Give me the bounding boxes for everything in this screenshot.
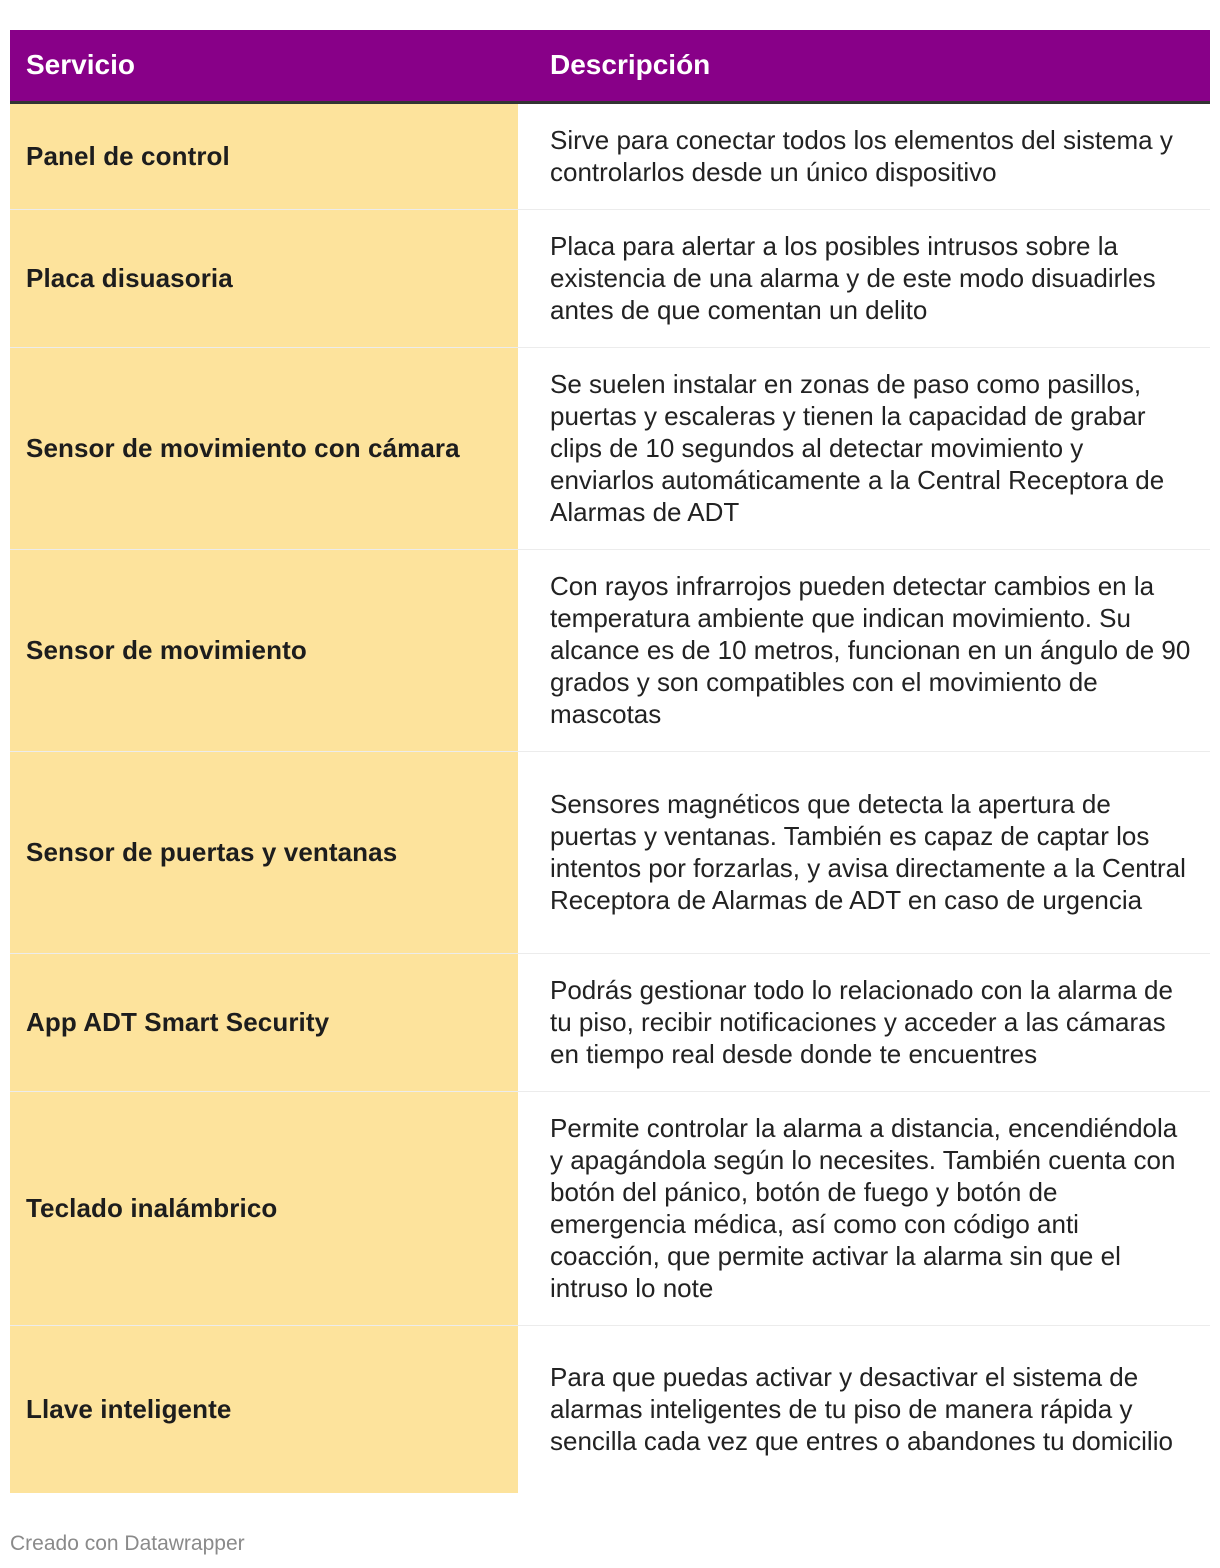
- column-header-service: Servicio: [10, 30, 518, 102]
- datawrapper-credit: Creado con Datawrapper: [10, 1532, 245, 1555]
- description-cell: Con rayos infrarrojos pueden detectar cambios en la temperatura ambiente que indican movimiento. Su alcance es de 10 metros, funcionan en un ángulo de 90 grados y son compatibles con el movimiento de mascotas: [518, 549, 1210, 751]
- description-cell: Para que puedas activar y desactivar el sistema de alarmas inteligentes de tu piso de manera rápida y sencilla cada vez que entres o abandones tu domicilio: [518, 1325, 1210, 1493]
- table-row: [10, 1325, 1210, 1493]
- description-cell: Permite controlar la alarma a distancia, encendiéndola y apagándola según lo necesites. También cuenta con botón del pánico, botón de fuego y botón de emergencia médica, así como con código anti coacción, que permite activar la alarma sin que el intruso lo note: [518, 1091, 1210, 1325]
- table-row: [10, 751, 1210, 953]
- description-cell: Sensores magnéticos que detecta la apertura de puertas y ventanas. También es capaz de captar los intentos por forzarlas, y avisa directamente a la Central Receptora de Alarmas de ADT en caso de urgencia: [518, 751, 1210, 953]
- service-cell: Placa disuasoria: [10, 209, 518, 347]
- header-row: [10, 30, 1210, 102]
- service-cell: Llave inteligente: [10, 1325, 518, 1493]
- description-cell: Placa para alertar a los posibles intrusos sobre la existencia de una alarma y de este modo disuadirles antes de que comentan un delito: [518, 209, 1210, 347]
- table-row: [10, 549, 1210, 751]
- description-cell: Se suelen instalar en zonas de paso como pasillos, puertas y escaleras y tienen la capacidad de grabar clips de 10 segundos al detectar movimiento y enviarlos automáticamente a la Central Receptora de Alarmas de ADT: [518, 347, 1210, 549]
- services-table: [10, 30, 1210, 1493]
- service-cell: App ADT Smart Security: [10, 953, 518, 1091]
- table-row: [10, 1091, 1210, 1325]
- table-row: [10, 102, 1210, 209]
- table-row: [10, 209, 1210, 347]
- service-cell: Panel de control: [10, 102, 518, 209]
- table-row: [10, 953, 1210, 1091]
- description-cell: Sirve para conectar todos los elementos del sistema y controlarlos desde un único dispositivo: [518, 102, 1210, 209]
- service-cell: Teclado inalámbrico: [10, 1091, 518, 1325]
- description-cell: Podrás gestionar todo lo relacionado con la alarma de tu piso, recibir notificaciones y acceder a las cámaras en tiempo real desde donde te encuentres: [518, 953, 1210, 1091]
- service-cell: Sensor de movimiento con cámara: [10, 347, 518, 549]
- table-row: [10, 347, 1210, 549]
- service-cell: Sensor de puertas y ventanas: [10, 751, 518, 953]
- service-cell: Sensor de movimiento: [10, 549, 518, 751]
- table-container: [10, 30, 1210, 1493]
- column-header-description: Descripción: [518, 30, 1210, 102]
